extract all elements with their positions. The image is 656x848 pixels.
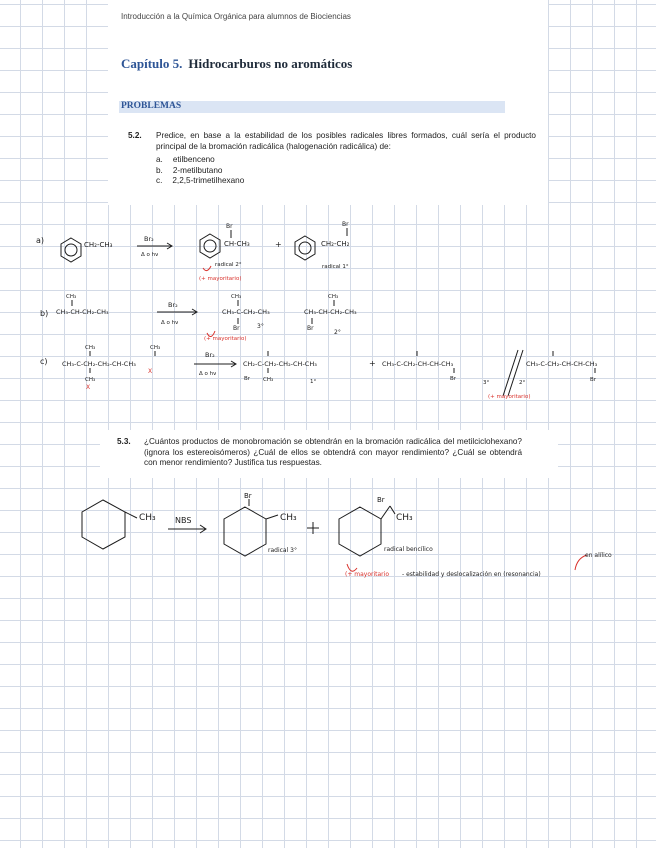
option-a: a. etilbenceno xyxy=(156,155,215,164)
hw-a-plus: + xyxy=(275,240,282,249)
hw-a-p1-group: CH-CH₃ xyxy=(224,240,250,248)
bond-line xyxy=(266,515,278,519)
hw-b-p1-note: 3° xyxy=(257,323,264,330)
hw-b-label: b) xyxy=(40,309,49,318)
bond-line xyxy=(381,506,390,519)
hw-d-allylic: en alílico xyxy=(585,552,612,559)
problem-text: ¿Cuántos productos de monobromación se obtendrán en la bromación radicálica del metilciclohexano? (ignora los estereoisómeros) ¿Cuál de ellos se obtendrá con mayor rendimiento? ¿Cuál se obtendrá con menor rendimiento? Justifica tus respuestas. xyxy=(144,437,522,467)
bond-line xyxy=(390,506,395,514)
hw-c-p1-note: 1° xyxy=(310,379,317,385)
hw-a-label: a) xyxy=(36,236,45,245)
hw-b-reactant: CH₃-CH-CH₂-CH₃ xyxy=(56,308,109,316)
hw-b-p1-top: CH₃ xyxy=(231,294,242,300)
hw-c-label: c) xyxy=(40,357,48,366)
hw-d-reagent: NBS xyxy=(175,516,192,525)
hw-c-cross-2: X xyxy=(148,368,153,375)
hw-c-p3-note: 2° xyxy=(519,380,526,386)
hw-d-major: (+ mayoritario xyxy=(345,571,389,578)
running-header: Introducción a la Química Orgánica para alumnos de Biociencias xyxy=(121,12,351,21)
hw-b-reagent: Br₂ xyxy=(168,301,178,309)
hw-a-reactant: CH₂-CH₃ xyxy=(84,241,113,249)
hw-c-reactant-sub: CH₃ xyxy=(85,377,96,383)
benzene-ring-icon xyxy=(200,234,220,258)
hw-d-p1-br: Br xyxy=(244,492,252,500)
chapter-number: Capítulo 5. xyxy=(121,56,183,71)
hw-c-major: (+ mayoritario) xyxy=(488,394,531,400)
hw-d-p1-group: CH₃ xyxy=(280,513,297,523)
hw-a-conditions: Δ o hν xyxy=(141,252,159,258)
hw-b-p2-note: 2° xyxy=(334,329,341,336)
hw-c-reactant: CH₃-C-CH₂-CH₂-CH-CH₃ xyxy=(62,360,136,368)
hw-d-p2-note: radical bencílico xyxy=(384,546,433,553)
benzene-ring-icon xyxy=(61,238,81,262)
hw-c-p1: CH₂-C-CH₂-CH₂-CH-CH₃ xyxy=(243,360,317,368)
hw-a-p2-group: CH₂-CH₂ xyxy=(321,240,350,248)
hw-b-reactant-top: CH₃ xyxy=(66,294,77,300)
problem-number: 5.3. xyxy=(117,437,131,446)
option-c: c. 2,2,5-trimetilhexano xyxy=(156,176,245,185)
benzene-ring-icon xyxy=(299,242,311,254)
option-b: b. 2-metilbutano xyxy=(156,165,223,175)
hw-a-p1-note: radical 2° xyxy=(215,262,242,268)
hw-d-reactant-group: CH₃ xyxy=(139,513,156,523)
hw-c-top-2: CH₃ xyxy=(150,345,161,351)
benzene-ring-icon xyxy=(295,236,315,260)
emphasis-mark xyxy=(203,266,211,271)
hw-d-p1-note: radical 3° xyxy=(268,547,297,554)
problem-number: 5.2. xyxy=(128,131,142,140)
benzene-ring-icon xyxy=(65,244,77,256)
cyclohexane-ring-icon xyxy=(339,507,381,556)
hw-c-plus: + xyxy=(369,359,376,368)
hw-a-reagent: Br₂ xyxy=(144,235,154,243)
hw-a-p1-br: Br xyxy=(226,223,233,230)
hw-c-top-1: CH₃ xyxy=(85,345,96,351)
chapter-title: Hidrocarburos no aromáticos xyxy=(188,56,353,71)
cyclohexane-ring-icon xyxy=(82,500,125,549)
hw-c-p1-sub: CH₃ xyxy=(263,377,274,383)
hw-c-p3-br: Br xyxy=(590,377,597,383)
section-title: PROBLEMAS xyxy=(121,101,182,111)
benzene-ring-icon xyxy=(204,240,216,252)
cyclohexane-ring-icon xyxy=(224,507,266,556)
hw-d-p2-group: CH₃ xyxy=(396,513,413,523)
hw-b-conditions: Δ o hν xyxy=(161,320,179,326)
hw-c-cross-1: X xyxy=(86,384,91,391)
hw-b-p2: CH₃-CH-CH₂-CH₃ xyxy=(304,308,357,316)
hw-a-p2-br: Br xyxy=(342,221,349,228)
hw-b-p2-br: Br xyxy=(307,325,314,332)
hw-c-p2-br: Br xyxy=(450,376,457,382)
hw-c-conditions: Δ o hν xyxy=(199,371,217,377)
hw-c-reagent: Br₂ xyxy=(205,351,215,359)
hw-b-major: (+ mayoritario) xyxy=(204,336,247,342)
hw-b-p1-br: Br xyxy=(233,325,240,332)
hw-a-p2-note: radical 1° xyxy=(322,264,349,270)
hw-b-p1: CH₃-C-CH₂-CH₃ xyxy=(222,308,270,316)
hw-c-p2: CH₃-C-CH₂-CH-CH-CH₃ xyxy=(382,360,454,368)
hw-c-p2-note: 3° xyxy=(483,380,490,386)
problem-text: Predice, en base a la estabilidad de los posibles radicales libres formados, cuál sería el producto principal de la bromación radicálica (halogenación radicálica) de: xyxy=(156,131,536,151)
hw-d-explanation: - estabilidad y deslocalización en (resonancia) xyxy=(402,571,541,578)
hw-c-p3: CH₃-C-CH₂-CH-CH-CH₃ xyxy=(526,360,598,368)
hw-d-p2-br: Br xyxy=(377,496,385,504)
hw-b-p2-top: CH₃ xyxy=(328,294,339,300)
hw-a-major: (+ mayoritario) xyxy=(199,276,242,282)
hw-c-p1-br: Br xyxy=(244,376,251,382)
bond-line xyxy=(125,512,137,518)
